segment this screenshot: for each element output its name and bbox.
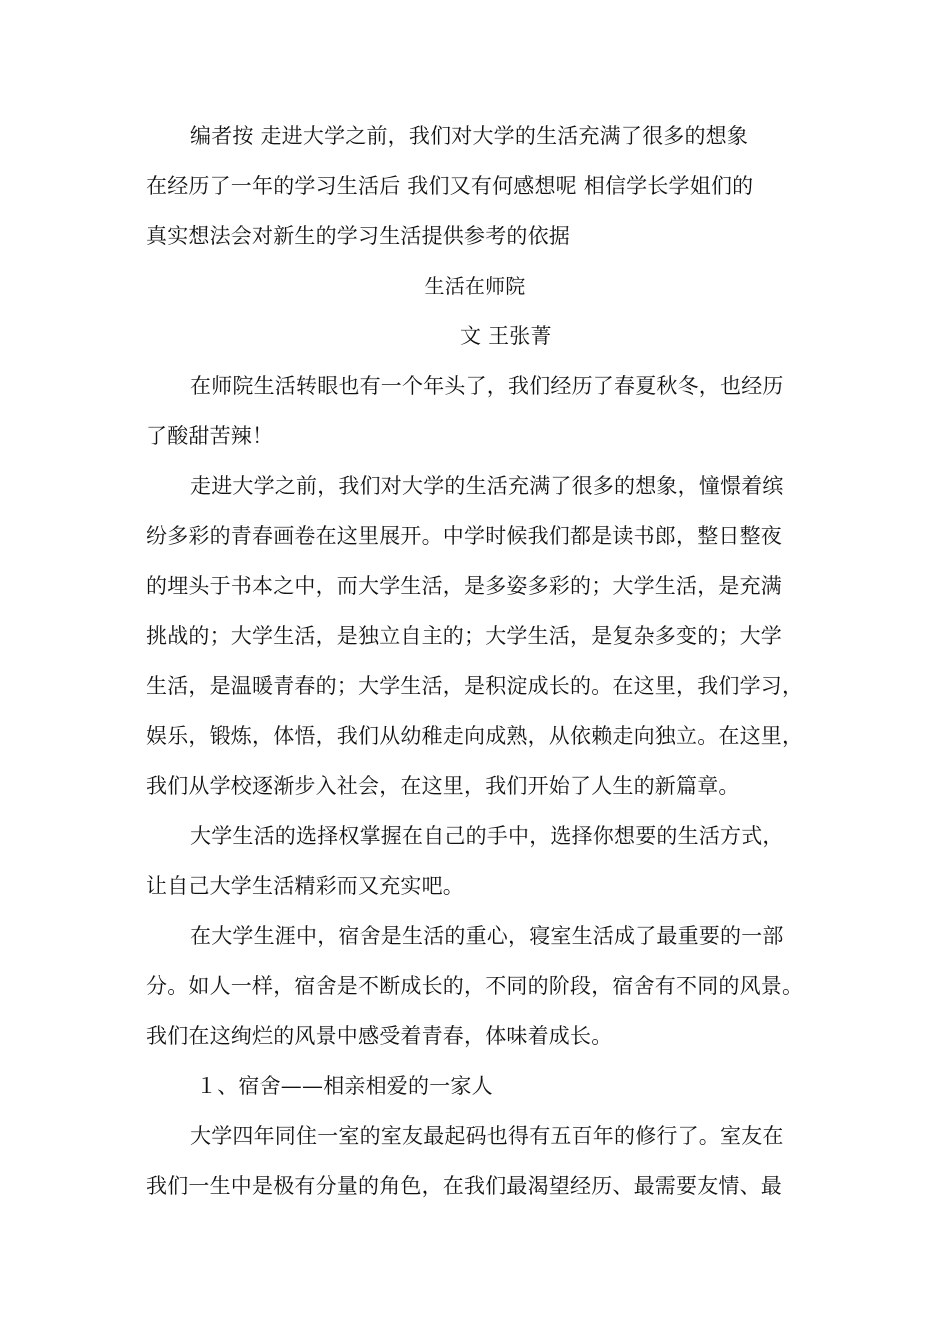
paragraph-3-line-2: 让自己大学生活精彩而又充实吧。: [146, 874, 464, 898]
article-title: 生活在师院: [424, 274, 526, 298]
section-heading-1: １、宿舍——相亲相爱的一家人: [196, 1074, 493, 1098]
paragraph-4-line-2: 分。如人一样，宿舍是不断成长的，不同的阶段，宿舍有不同的风景。: [146, 974, 804, 998]
editor-note-line-3: 真实想法会对新生的学习生活提供参考的依据: [146, 224, 570, 248]
editor-note-line-1: 编者按 走进大学之前，我们对大学的生活充满了很多的想象: [190, 124, 749, 148]
article-author: 文 王张菁: [460, 324, 552, 348]
paragraph-5-line-2: 我们一生中是极有分量的角色，在我们最渴望经历、最需要友情、最: [146, 1174, 782, 1198]
paragraph-2-line-1: 走进大学之前，我们对大学的生活充满了很多的想象，憧憬着缤: [190, 474, 784, 498]
paragraph-2-line-6: 娱乐，锻炼，体悟，我们从幼稚走向成熟，从依赖走向独立。在这里，: [146, 724, 804, 748]
paragraph-3-line-1: 大学生活的选择权掌握在自己的手中，选择你想要的生活方式，: [190, 824, 784, 848]
paragraph-2-line-2: 纷多彩的青春画卷在这里展开。中学时候我们都是读书郎，整日整夜: [146, 524, 782, 548]
paragraph-2-line-5: 生活，是温暖青春的；大学生活，是积淀成长的。在这里，我们学习，: [146, 674, 804, 698]
paragraph-2-line-7: 我们从学校逐渐步入社会，在这里，我们开始了人生的新篇章。: [146, 774, 740, 798]
paragraph-4-line-3: 我们在这绚烂的风景中感受着青春，体味着成长。: [146, 1024, 613, 1048]
paragraph-4-line-1: 在大学生涯中，宿舍是生活的重心，寝室生活成了最重要的一部: [190, 924, 784, 948]
editor-note-line-2: 在经历了一年的学习生活后 我们又有何感想呢 相信学长学姐们的: [146, 174, 754, 198]
paragraph-1-line-1: 在师院生活转眼也有一个年头了，我们经历了春夏秋冬，也经历: [190, 374, 784, 398]
paragraph-1-line-2: 了酸甜苦辣！: [146, 424, 274, 448]
paragraph-2-line-3: 的埋头于书本之中，而大学生活，是多姿多彩的；大学生活，是充满: [146, 574, 782, 598]
paragraph-5-line-1: 大学四年同住一室的室友最起码也得有五百年的修行了。室友在: [190, 1124, 784, 1148]
paragraph-2-line-4: 挑战的；大学生活，是独立自主的；大学生活，是复杂多变的；大学: [146, 624, 782, 648]
